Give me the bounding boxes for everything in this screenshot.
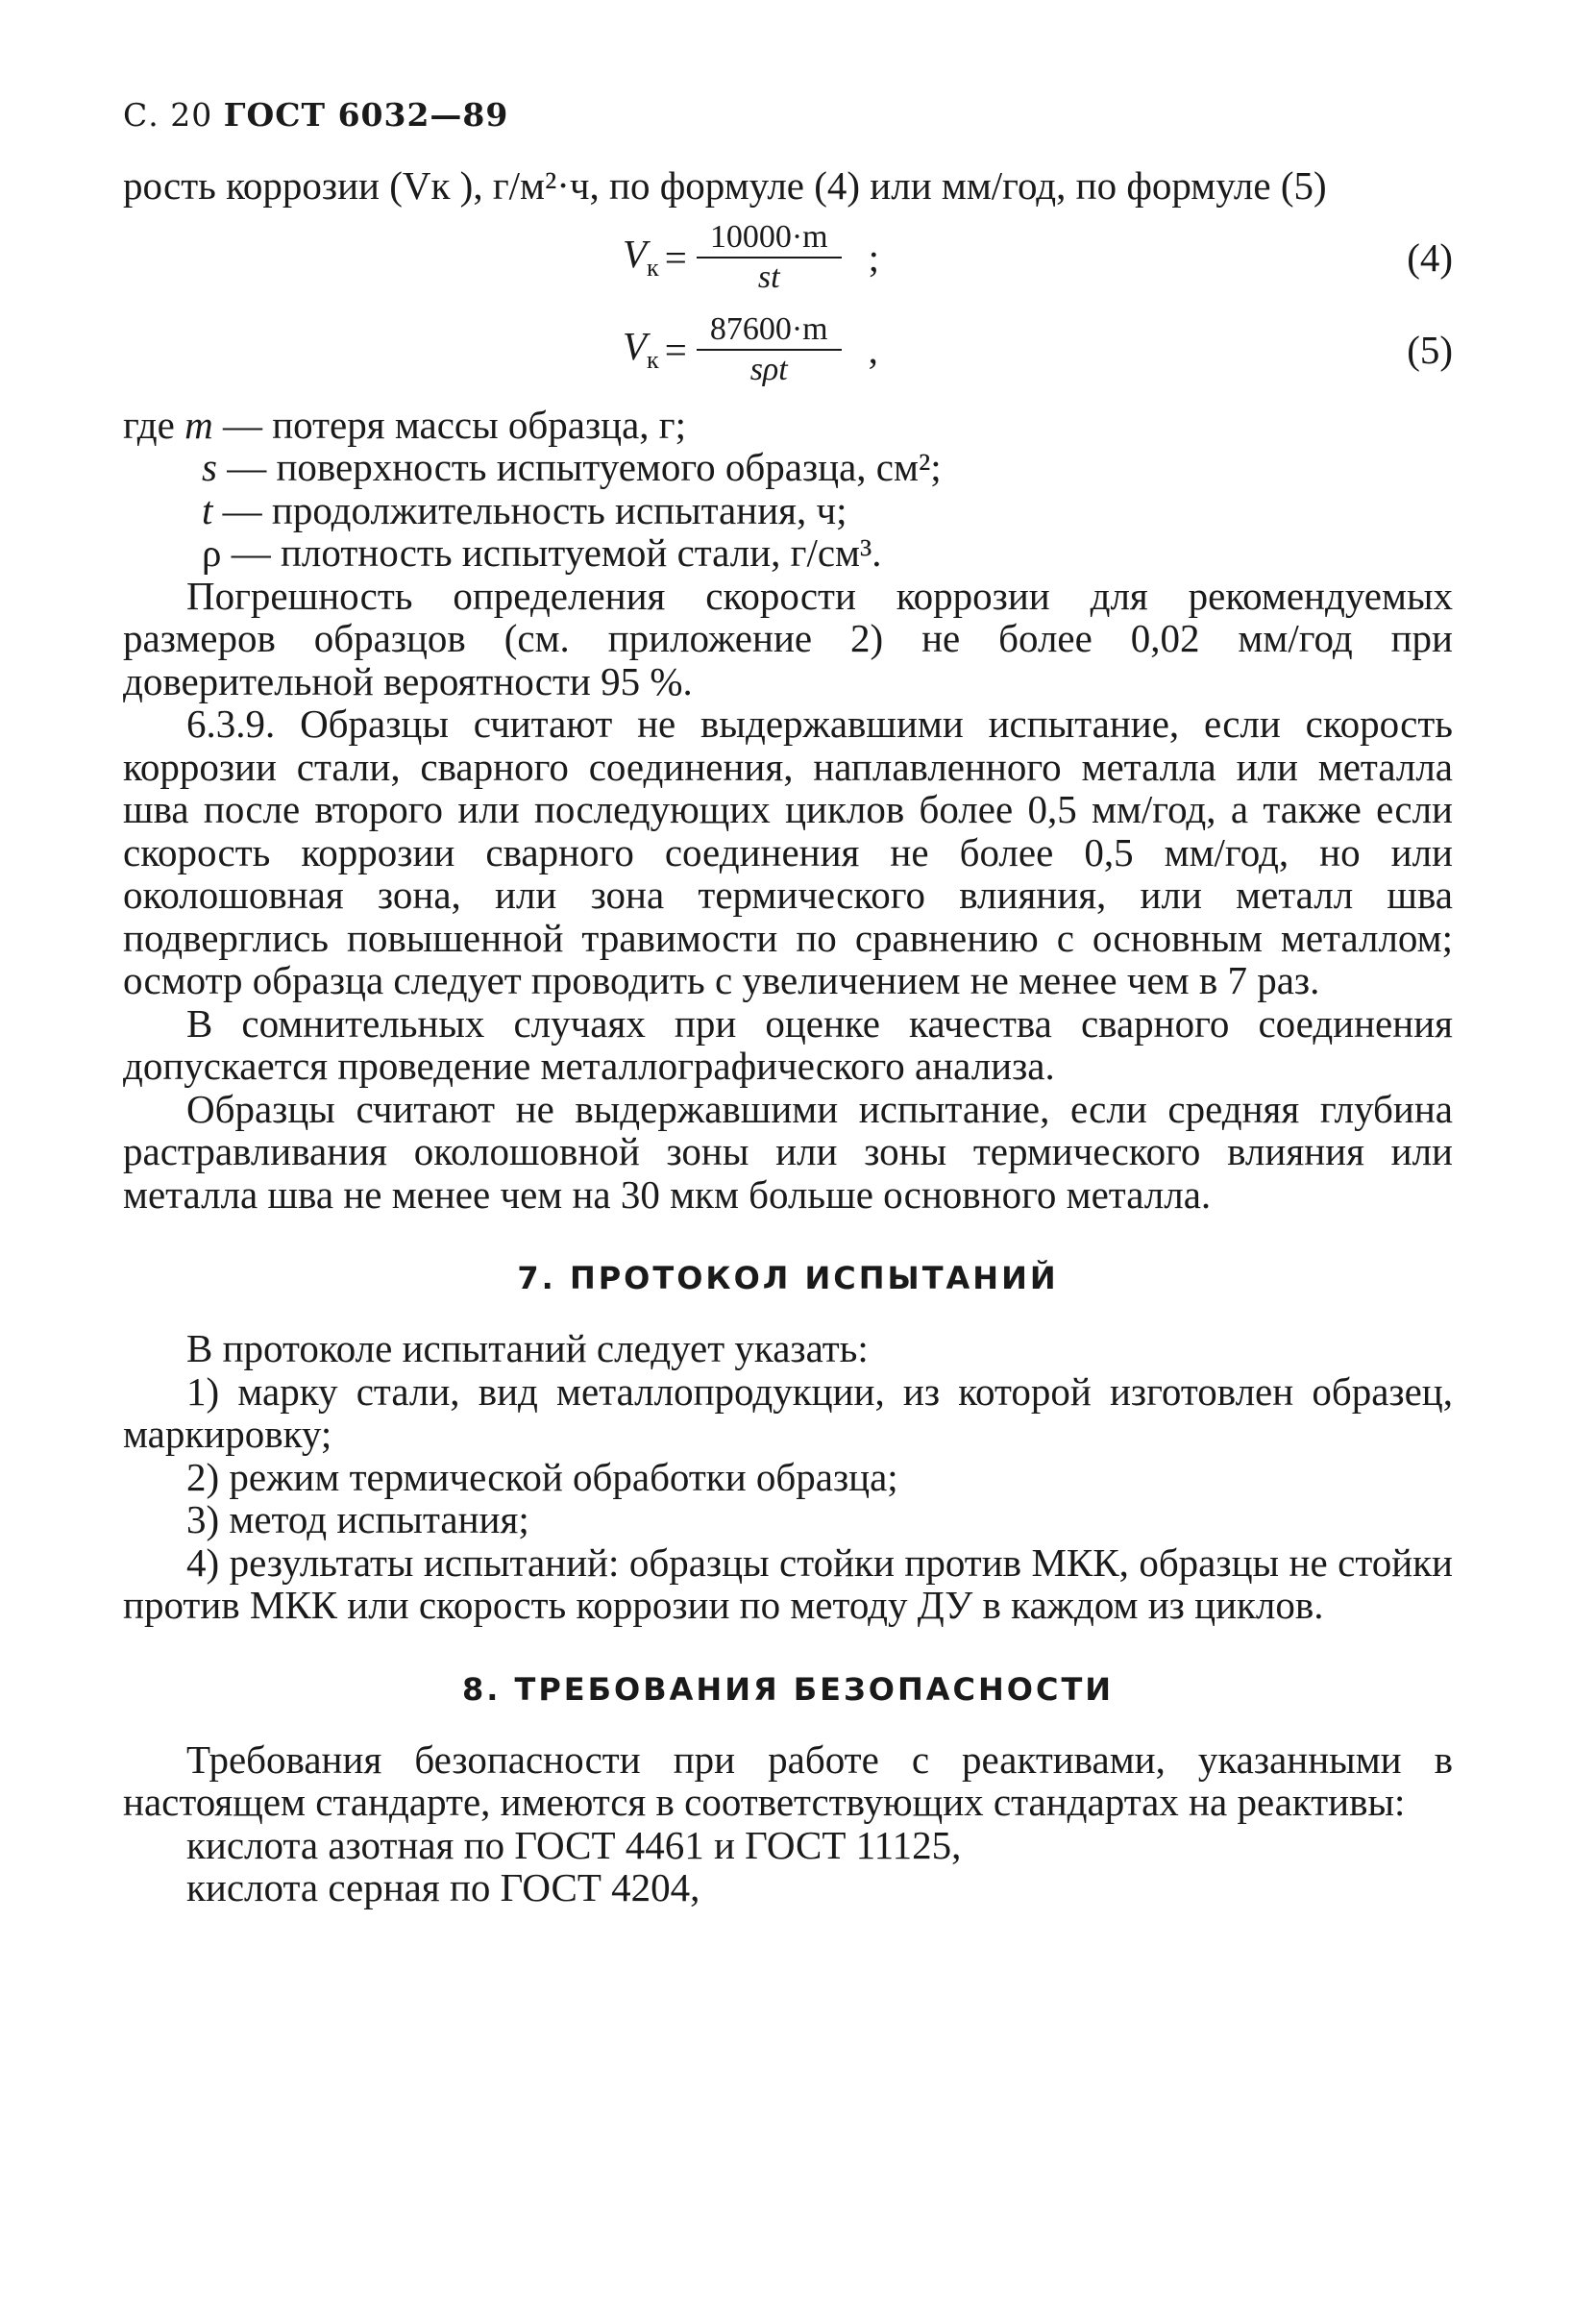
legend-row: ρ — плотность испытуемой стали, г/см³. (202, 530, 882, 575)
variable-legend (123, 404, 1453, 575)
formula-equals: = (664, 234, 687, 280)
formula-denominator: sρt (749, 351, 788, 387)
section-8-lead: Требования безопасности при работе с реактивами, указанными в настоящем стандарте, имеются в соответствующих стандартах на реактивы: (123, 1736, 1453, 1824)
paragraph-6-3-9: 6.3.9. Образцы считают не выдержавшими испытание, если скорость коррозии стали, сварного соединения, наплавленного металла или металла шва после второго или последующих циклов более 0,5 мм/год, а также если скорость коррозии сварного соединения не более 0,5 мм/год, но или околошовная зона, или зона термического влияния, или металл шва подверглись повышенной травимости по сравнению с основным металлом; осмотр образца следует проводить с увеличением не менее чем в 7 раз. (123, 702, 1453, 1002)
paragraph-accuracy: Погрешность определения скорости коррозии для рекомендуемых размеров образцов (см. приложение 2) не более 0,02 мм/год при доверительной вероятности 95 %. (123, 573, 1453, 703)
paragraph-etching-depth: Образцы считают не выдержавшими испытание, если средняя глубина растравливания околошовной зоны или зоны термического влияния или металла шва не менее чем на 30 мкм больше основного металла. (123, 1086, 1453, 1217)
list-item: 4) результаты испытаний: образцы стойки против МКК, образцы не стойки против МКК или скорость коррозии по методу ДУ в каждом из циклов. (123, 1539, 1453, 1627)
section-7-title: 7. ПРОТОКОЛ ИСПЫТАНИЙ (517, 1260, 1059, 1296)
formula-fraction (697, 218, 842, 297)
formula-numerator: 87600·m (697, 310, 842, 351)
list-item: кислота серная по ГОСТ 4204, (186, 1865, 700, 1909)
formula-punct: ; (868, 234, 879, 280)
equation-number: (5) (1407, 327, 1453, 372)
formula-equals: = (664, 327, 687, 372)
legend-row: t — продолжительность испытания, ч; (202, 487, 847, 532)
formula-5 (123, 304, 1453, 396)
page-number: С. 20 (123, 96, 213, 134)
formula-fraction (697, 310, 842, 389)
legend-row: где m — потеря массы образца, г; (123, 402, 686, 447)
section-8-title: 8. ТРЕБОВАНИЯ БЕЗОПАСНОСТИ (461, 1670, 1115, 1708)
formula-lhs: $V_к$ (623, 232, 659, 283)
section-8-body (123, 1738, 1453, 1909)
document-page (123, 96, 1453, 1909)
section-7-lead: В протоколе испытаний следует указать: (186, 1326, 869, 1370)
section-7-body (123, 1327, 1453, 1627)
list-item: кислота азотная по ГОСТ 4461 и ГОСТ 11125, (186, 1822, 962, 1867)
list-item: 1) марку стали, вид металлопродукции, из которой изготовлен образец, маркировку; (123, 1368, 1453, 1456)
formula-lhs: $V_к$ (623, 324, 659, 375)
page-header (123, 96, 1453, 134)
list-item: 3) метод испытания; (186, 1497, 529, 1541)
intro-paragraph: рость коррозии (Vк ), г/м²·ч, по формуле (4) или мм/год, по формуле (5) (123, 163, 1327, 208)
legend-row: s — поверхность испытуемого образца, см²; (202, 445, 942, 489)
list-item: 2) режим термической обработки образца; (186, 1454, 898, 1499)
formula-4 (123, 211, 1453, 304)
formula-punct: , (868, 327, 878, 372)
formula-denominator: st (757, 259, 780, 295)
formula-numerator: 10000·m (697, 218, 842, 259)
paragraph-doubtful-cases: В сомнительных случаях при оценке качества сварного соединения допускается проведение металлографического анализа. (123, 1000, 1453, 1088)
equation-number: (4) (1407, 234, 1453, 280)
standard-code: ГОСТ 6032—89 (223, 96, 509, 134)
